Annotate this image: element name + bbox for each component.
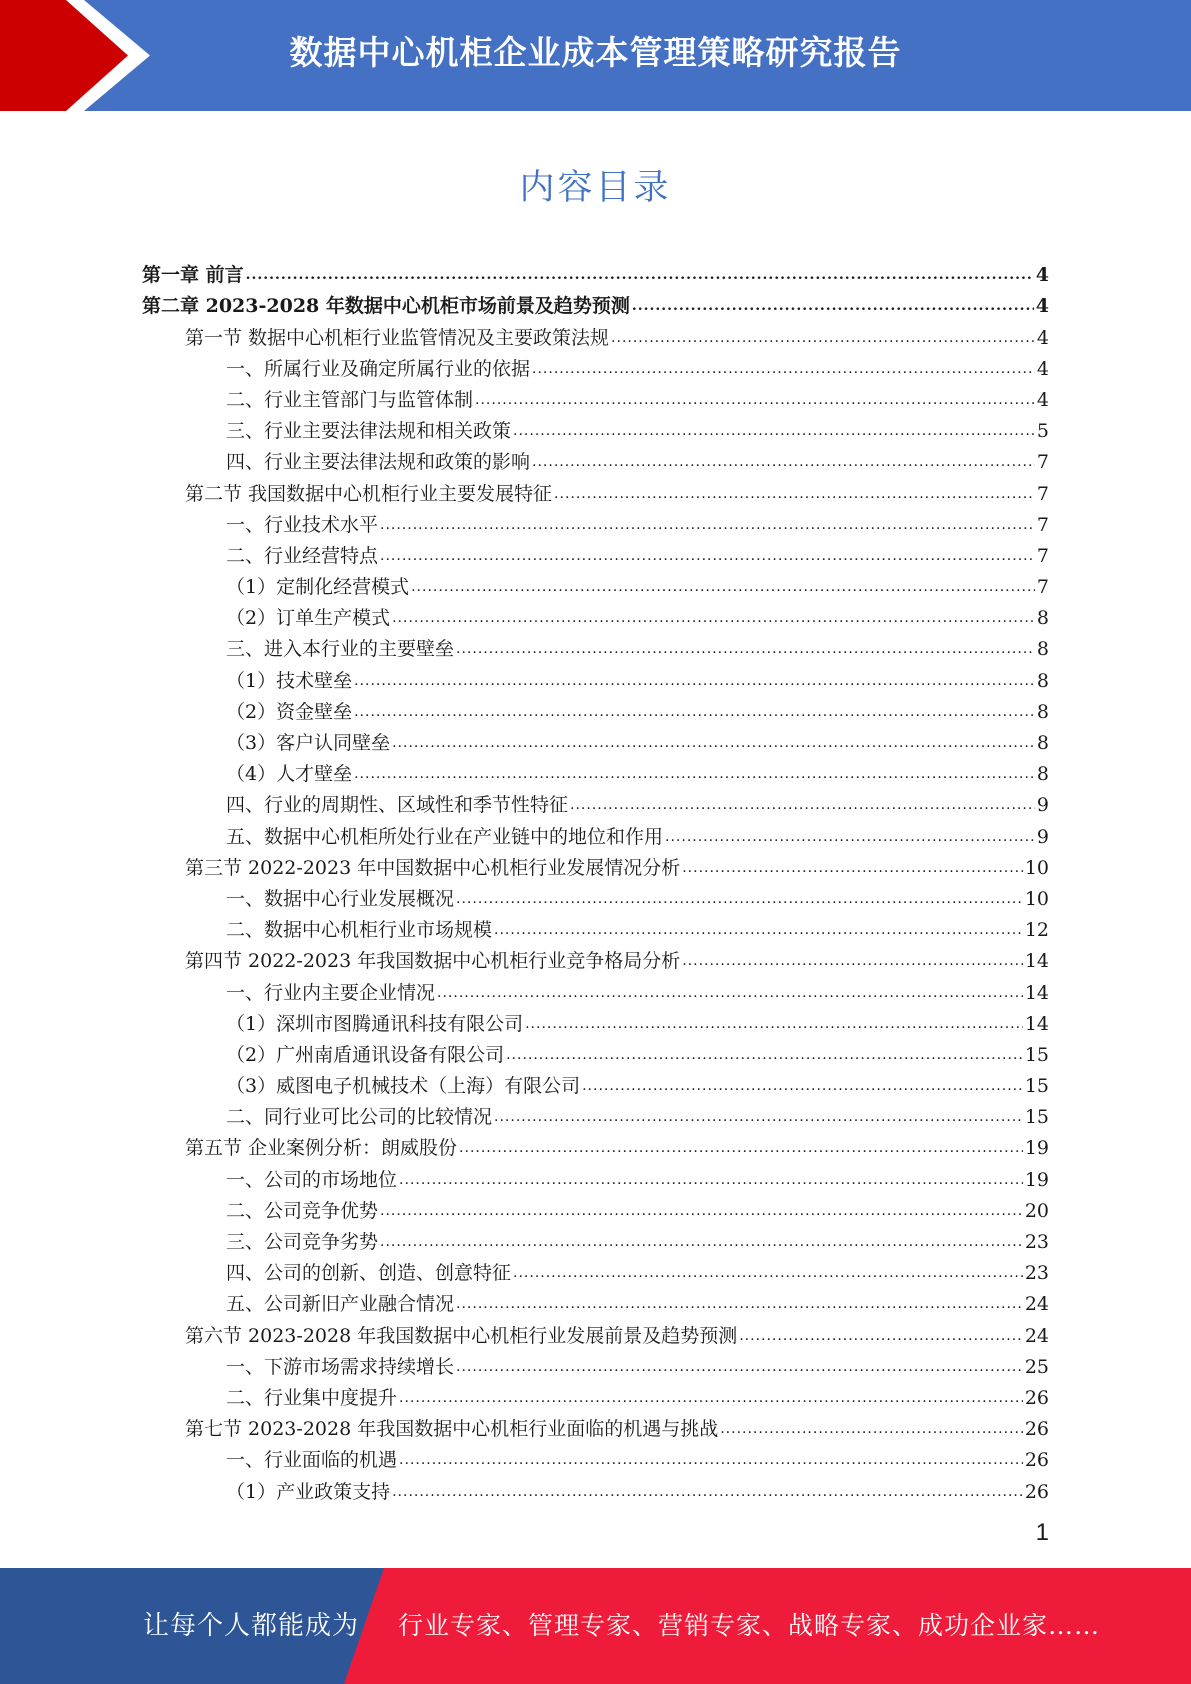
toc-entry-page: 24 [1024, 1293, 1049, 1316]
toc-entry-title: 二、公司竞争优势 [226, 1199, 379, 1222]
toc-entry[interactable] [142, 816, 1049, 847]
toc-entry-page: 19 [1024, 1168, 1049, 1191]
header-chevron-icon [0, 0, 150, 111]
page-number: 1 [1035, 1519, 1049, 1546]
toc-entry-page: 4 [1036, 388, 1049, 411]
toc-entry[interactable] [142, 1128, 1049, 1159]
toc-entry[interactable] [142, 692, 1049, 723]
toc-entry-title: 一、下游市场需求持续增长 [226, 1355, 455, 1378]
toc-leader-dots [459, 1141, 1023, 1159]
toc-entry-page: 9 [1036, 825, 1049, 848]
toc-entry-page: 7 [1036, 576, 1049, 599]
toc-entry[interactable] [142, 1191, 1049, 1222]
toc-entry[interactable] [142, 723, 1049, 754]
toc-entry[interactable] [142, 1347, 1049, 1378]
toc-entry[interactable] [142, 255, 1049, 286]
toc-entry[interactable] [142, 1378, 1049, 1409]
toc-entry-page: 26 [1024, 1418, 1049, 1441]
toc-entry-page: 14 [1024, 950, 1049, 973]
toc-leader-dots [456, 1297, 1023, 1315]
toc-entry[interactable] [142, 286, 1049, 317]
toc-leader-dots [665, 830, 1035, 848]
toc-entry-title: 第一章 前言 [142, 264, 244, 287]
toc-entry[interactable] [142, 754, 1049, 785]
toc-entry-page: 15 [1024, 1043, 1049, 1066]
footer-banner [0, 1568, 1191, 1684]
toc-entry-page: 14 [1024, 1012, 1049, 1035]
toc-entry-page: 26 [1024, 1386, 1049, 1409]
toc-entry-title: 二、行业集中度提升 [226, 1386, 398, 1409]
toc-entry[interactable] [142, 473, 1049, 504]
toc-entry-page: 14 [1024, 981, 1049, 1004]
table-of-contents [142, 255, 1049, 1503]
toc-entry-page: 8 [1036, 607, 1049, 630]
toc-entry-page: 7 [1036, 544, 1049, 567]
toc-leader-dots [632, 299, 1034, 317]
footer-slogan-left: 让每个人都能成为 [143, 1611, 360, 1641]
toc-entry-title: 第二章 2023-2028 年数据中心机柜市场前景及趋势预测 [142, 295, 630, 318]
toc-leader-dots [380, 1235, 1023, 1253]
toc-entry-title: 一、行业面临的机遇 [226, 1449, 398, 1472]
toc-entry[interactable] [142, 380, 1049, 411]
toc-leader-dots [739, 1329, 1023, 1347]
toc-leader-dots [494, 923, 1023, 941]
toc-leader-dots [570, 798, 1035, 816]
toc-entry[interactable] [142, 598, 1049, 629]
toc-entry-title: 四、行业的周期性、区域性和季节性特征 [226, 794, 569, 817]
toc-entry-page: 7 [1036, 513, 1049, 536]
toc-leader-dots [720, 1422, 1023, 1440]
toc-entry-page: 25 [1024, 1355, 1049, 1378]
toc-leader-dots [532, 362, 1035, 380]
toc-leader-dots [532, 455, 1035, 473]
toc-entry[interactable] [142, 1222, 1049, 1253]
toc-leader-dots [246, 268, 1034, 286]
toc-entry[interactable] [142, 349, 1049, 380]
toc-entry-title: 第五节 企业案例分析：朗威股份 [185, 1137, 458, 1160]
toc-entry[interactable] [142, 1253, 1049, 1284]
toc-entry[interactable] [142, 1315, 1049, 1346]
toc-leader-dots [475, 393, 1035, 411]
toc-entry-title: 第四节 2022-2023 年我国数据中心机柜行业竞争格局分析 [185, 950, 681, 973]
toc-leader-dots [682, 954, 1023, 972]
toc-leader-dots [682, 861, 1023, 879]
toc-entry-title: 三、公司竞争劣势 [226, 1231, 379, 1253]
toc-entry[interactable] [142, 1097, 1049, 1128]
toc-entry[interactable] [142, 1440, 1049, 1471]
toc-entry-title: （4）人才壁垒 [226, 763, 353, 786]
toc-entry[interactable] [142, 317, 1049, 348]
toc-leader-dots [354, 705, 1035, 723]
toc-entry-page: 12 [1024, 919, 1049, 942]
toc-leader-dots [399, 1391, 1023, 1409]
toc-leader-dots [392, 736, 1035, 754]
toc-entry[interactable] [142, 848, 1049, 879]
toc-entry-page: 9 [1036, 794, 1049, 817]
toc-entry-page: 4 [1036, 326, 1049, 349]
toc-entry-page: 8 [1036, 732, 1049, 754]
toc-leader-dots [456, 1360, 1023, 1378]
toc-entry-page: 10 [1024, 856, 1049, 879]
toc-entry-title: 四、行业主要法律法规和政策的影响 [226, 451, 531, 474]
toc-entry-page: 26 [1024, 1449, 1049, 1472]
toc-leader-dots [437, 986, 1023, 1004]
toc-entry[interactable] [142, 567, 1049, 598]
toc-entry-title: （1）深圳市图腾通讯科技有限公司 [226, 1012, 524, 1035]
toc-entry-page: 15 [1024, 1106, 1049, 1129]
toc-entry-title: 第一节 数据中心机柜行业监管情况及主要政策法规 [185, 326, 610, 349]
toc-entry-title: 三、进入本行业的主要壁垒 [226, 638, 455, 661]
toc-entry-title: 第六节 2023-2028 年我国数据中心机柜行业发展前景及趋势预测 [185, 1324, 738, 1347]
toc-entry-page: 4 [1036, 357, 1049, 380]
toc-leader-dots [380, 1204, 1023, 1222]
toc-entry-page: 8 [1036, 763, 1049, 786]
toc-entry-title: 一、公司的市场地位 [226, 1168, 398, 1191]
toc-leader-dots [380, 518, 1035, 536]
toc-entry-title: 第三节 2022-2023 年中国数据中心机柜行业发展情况分析 [185, 856, 681, 879]
toc-entry-title: 二、行业主管部门与监管体制 [226, 388, 474, 411]
toc-entry[interactable] [142, 1471, 1049, 1502]
toc-leader-dots [399, 1173, 1023, 1191]
toc-entry-title: 二、数据中心机柜行业市场规模 [226, 919, 493, 942]
toc-entry[interactable] [142, 1284, 1049, 1315]
toc-entry-title: 四、公司的创新、创造、创意特征 [226, 1262, 512, 1285]
toc-leader-dots [506, 1048, 1023, 1066]
toc-leader-dots [582, 1079, 1023, 1097]
header-banner [0, 0, 1191, 111]
toc-entry-title: （2）订单生产模式 [226, 607, 391, 630]
toc-entry-page: 10 [1024, 887, 1049, 910]
toc-leader-dots [513, 424, 1035, 442]
toc-entry-page: 8 [1036, 669, 1049, 692]
toc-entry-title: 二、同行业可比公司的比较情况 [226, 1106, 493, 1129]
toc-entry[interactable] [142, 1409, 1049, 1440]
toc-heading: 内容目录 [519, 168, 672, 208]
toc-entry-page: 19 [1024, 1137, 1049, 1160]
toc-entry-page: 20 [1024, 1199, 1049, 1222]
toc-entry[interactable] [142, 879, 1049, 910]
toc-entry[interactable] [142, 941, 1049, 972]
toc-entry[interactable] [142, 910, 1049, 941]
toc-entry-title: （3）威图电子机械技术（上海）有限公司 [226, 1075, 581, 1098]
toc-entry[interactable] [142, 536, 1049, 567]
toc-leader-dots [525, 1017, 1023, 1035]
toc-entry[interactable] [142, 1159, 1049, 1190]
toc-entry[interactable] [142, 411, 1049, 442]
toc-leader-dots [456, 642, 1035, 660]
footer-slogan-right: 行业专家、管理专家、营销专家、战略专家、成功企业家…… [398, 1611, 1101, 1640]
toc-entry-title: （1）产业政策支持 [226, 1480, 391, 1503]
toc-entry-title: （2）资金壁垒 [226, 700, 353, 723]
report-title: 数据中心机柜企业成本管理策略研究报告 [289, 33, 902, 72]
toc-entry[interactable] [142, 1004, 1049, 1035]
toc-entry-page: 24 [1024, 1324, 1049, 1347]
toc-entry-title: （3）客户认同壁垒 [226, 732, 391, 754]
toc-entry-title: 五、数据中心机柜所处行业在产业链中的地位和作用 [226, 825, 664, 848]
toc-leader-dots [399, 1453, 1023, 1471]
toc-entry-page: 4 [1035, 264, 1049, 287]
toc-entry-page: 23 [1024, 1231, 1049, 1253]
toc-leader-dots [554, 487, 1035, 505]
toc-entry[interactable] [142, 1066, 1049, 1097]
toc-entry-title: 一、数据中心行业发展概况 [226, 887, 455, 910]
toc-entry[interactable] [142, 505, 1049, 536]
toc-entry-title: 一、行业内主要企业情况 [226, 981, 436, 1004]
toc-leader-dots [456, 892, 1023, 910]
toc-leader-dots [392, 1485, 1023, 1503]
toc-leader-dots [513, 1266, 1023, 1284]
toc-entry[interactable] [142, 1035, 1049, 1066]
toc-leader-dots [611, 331, 1035, 349]
toc-entry-title: （2）广州南盾通讯设备有限公司 [226, 1043, 505, 1066]
toc-leader-dots [494, 1110, 1023, 1128]
toc-entry-title: （1）技术壁垒 [226, 669, 353, 692]
toc-entry-title: （1）定制化经营模式 [226, 576, 410, 599]
toc-entry-title: 三、行业主要法律法规和相关政策 [226, 420, 512, 443]
toc-entry-title: 五、公司新旧产业融合情况 [226, 1293, 455, 1316]
toc-leader-dots [411, 580, 1035, 598]
toc-leader-dots [380, 549, 1035, 567]
toc-entry-page: 7 [1036, 451, 1049, 474]
toc-entry-page: 4 [1035, 295, 1049, 318]
toc-entry-page: 26 [1024, 1480, 1049, 1503]
toc-entry-page: 23 [1024, 1262, 1049, 1285]
toc-entry[interactable] [142, 629, 1049, 660]
toc-entry-title: 一、所属行业及确定所属行业的依据 [226, 357, 531, 380]
toc-entry-title: 第七节 2023-2028 年我国数据中心机柜行业面临的机遇与挑战 [185, 1418, 719, 1441]
toc-entry-title: 一、行业技术水平 [226, 513, 379, 536]
toc-entry-page: 5 [1036, 420, 1049, 443]
toc-entry[interactable] [142, 442, 1049, 473]
toc-entry-page: 7 [1036, 482, 1049, 505]
toc-entry-page: 8 [1036, 700, 1049, 723]
toc-entry[interactable] [142, 660, 1049, 691]
toc-entry-title: 二、行业经营特点 [226, 544, 379, 567]
toc-entry-page: 15 [1024, 1075, 1049, 1098]
toc-entry[interactable] [142, 785, 1049, 816]
toc-leader-dots [354, 767, 1035, 785]
toc-entry-page: 8 [1036, 638, 1049, 661]
toc-entry[interactable] [142, 972, 1049, 1003]
toc-entry-title: 第二节 我国数据中心机柜行业主要发展特征 [185, 482, 553, 505]
toc-leader-dots [392, 611, 1035, 629]
toc-leader-dots [354, 674, 1035, 692]
